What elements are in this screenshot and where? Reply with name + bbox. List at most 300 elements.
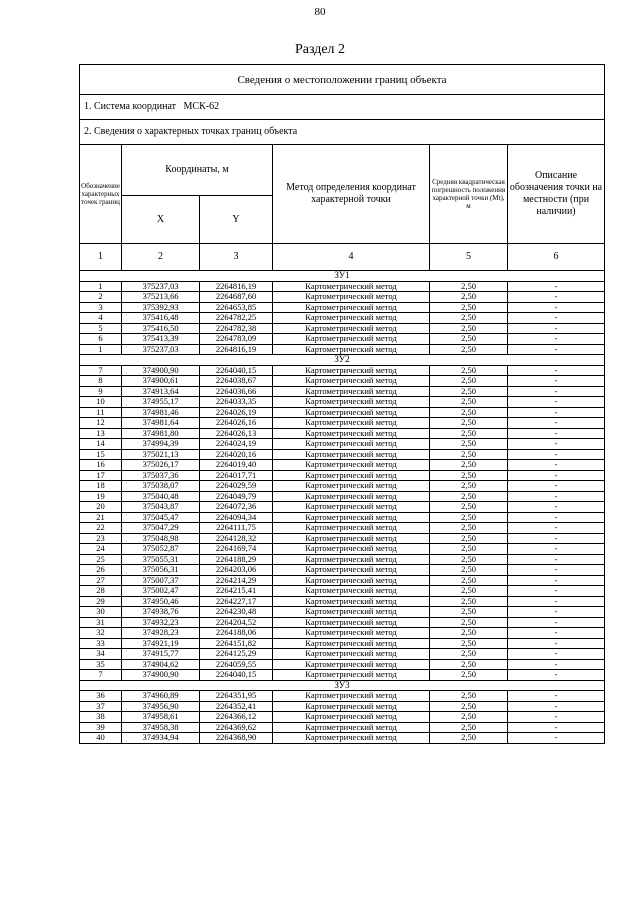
table-row xyxy=(80,481,605,492)
coord-x: 374960,89 xyxy=(122,691,200,702)
table-row xyxy=(80,376,605,387)
coord-x: 374938,76 xyxy=(122,607,200,618)
coord-x: 374915,77 xyxy=(122,649,200,660)
coord-y: 2264019,40 xyxy=(200,460,273,471)
error: 2,50 xyxy=(430,292,508,303)
coord-y: 2264816,19 xyxy=(200,281,273,292)
coord-x: 375043,87 xyxy=(122,502,200,513)
point-number: 6 xyxy=(80,334,122,345)
coord-x: 375392,93 xyxy=(122,302,200,313)
error: 2,50 xyxy=(430,302,508,313)
error: 2,50 xyxy=(430,449,508,460)
header-description: Описание обозначения точки на местности (при наличии) xyxy=(508,145,605,244)
col-number: 5 xyxy=(430,244,508,271)
coord-x: 375237,03 xyxy=(122,281,200,292)
method: Картометрический метод xyxy=(273,407,430,418)
error: 2,50 xyxy=(430,502,508,513)
table-row xyxy=(80,386,605,397)
col-number: 2 xyxy=(122,244,200,271)
error: 2,50 xyxy=(430,701,508,712)
error: 2,50 xyxy=(430,470,508,481)
error: 2,50 xyxy=(430,376,508,387)
point-number: 34 xyxy=(80,649,122,660)
error: 2,50 xyxy=(430,365,508,376)
coord-y: 2264111,75 xyxy=(200,523,273,534)
table-row xyxy=(80,575,605,586)
coord-y: 2264033,35 xyxy=(200,397,273,408)
method: Картометрический метод xyxy=(273,344,430,355)
error: 2,50 xyxy=(430,439,508,450)
coord-x: 374921,19 xyxy=(122,638,200,649)
error: 2,50 xyxy=(430,628,508,639)
coord-x: 374900,90 xyxy=(122,365,200,376)
point-number: 7 xyxy=(80,670,122,681)
point-number: 5 xyxy=(80,323,122,334)
method: Картометрический метод xyxy=(273,512,430,523)
point-number: 18 xyxy=(80,481,122,492)
coord-x: 375045,47 xyxy=(122,512,200,523)
method: Картометрический метод xyxy=(273,460,430,471)
description: - xyxy=(508,365,605,376)
point-number: 39 xyxy=(80,722,122,733)
table-row xyxy=(80,418,605,429)
description: - xyxy=(508,544,605,555)
description: - xyxy=(508,334,605,345)
error: 2,50 xyxy=(430,733,508,744)
description: - xyxy=(508,323,605,334)
table-row xyxy=(80,365,605,376)
table-row xyxy=(80,596,605,607)
coord-x: 375056,31 xyxy=(122,565,200,576)
point-number: 36 xyxy=(80,691,122,702)
point-number: 40 xyxy=(80,733,122,744)
method: Картометрический метод xyxy=(273,397,430,408)
coord-y: 2264188,06 xyxy=(200,628,273,639)
coord-x: 374900,61 xyxy=(122,376,200,387)
error: 2,50 xyxy=(430,533,508,544)
description: - xyxy=(508,617,605,628)
coord-y: 2264026,19 xyxy=(200,407,273,418)
point-number: 4 xyxy=(80,313,122,324)
section-title: Раздел 2 xyxy=(294,42,346,57)
table-row xyxy=(80,733,605,744)
boundary-points-table xyxy=(79,64,605,744)
description: - xyxy=(508,712,605,723)
coord-x: 374913,64 xyxy=(122,386,200,397)
description: - xyxy=(508,554,605,565)
method: Картометрический метод xyxy=(273,365,430,376)
description: - xyxy=(508,481,605,492)
coord-y: 2264128,32 xyxy=(200,533,273,544)
coord-x: 375038,07 xyxy=(122,481,200,492)
coord-x: 375037,36 xyxy=(122,470,200,481)
error: 2,50 xyxy=(430,691,508,702)
header-error: Средняя квадратическая погрешность положения характерной точки (Mt), м xyxy=(430,145,508,244)
point-number: 32 xyxy=(80,628,122,639)
coord-x: 375048,98 xyxy=(122,533,200,544)
coord-y: 2264049,79 xyxy=(200,491,273,502)
point-number: 15 xyxy=(80,449,122,460)
point-number: 38 xyxy=(80,712,122,723)
coord-y: 2264026,16 xyxy=(200,418,273,429)
error: 2,50 xyxy=(430,386,508,397)
table-row xyxy=(80,701,605,712)
method: Картометрический метод xyxy=(273,617,430,628)
coord-y: 2264366,12 xyxy=(200,712,273,723)
description: - xyxy=(508,628,605,639)
table-title: Сведения о местоположении границ объекта xyxy=(80,65,605,95)
description: - xyxy=(508,292,605,303)
error: 2,50 xyxy=(430,418,508,429)
coordinate-system: 1. Система координат МСК-62 xyxy=(80,95,605,120)
error: 2,50 xyxy=(430,596,508,607)
table-row xyxy=(80,691,605,702)
table-row xyxy=(80,617,605,628)
error: 2,50 xyxy=(430,722,508,733)
coord-y: 2264351,95 xyxy=(200,691,273,702)
coord-x: 375055,31 xyxy=(122,554,200,565)
coord-x: 375052,87 xyxy=(122,544,200,555)
description: - xyxy=(508,512,605,523)
coord-x: 374981,80 xyxy=(122,428,200,439)
method: Картометрический метод xyxy=(273,670,430,681)
table-row xyxy=(80,428,605,439)
table-row xyxy=(80,649,605,660)
point-number: 33 xyxy=(80,638,122,649)
table-row xyxy=(80,344,605,355)
method: Картометрический метод xyxy=(273,428,430,439)
error: 2,50 xyxy=(430,670,508,681)
coord-x: 375047,29 xyxy=(122,523,200,534)
table-row xyxy=(80,470,605,481)
description: - xyxy=(508,460,605,471)
method: Картометрический метод xyxy=(273,502,430,513)
point-number: 19 xyxy=(80,491,122,502)
coord-x: 375002,47 xyxy=(122,586,200,597)
point-number: 17 xyxy=(80,470,122,481)
error: 2,50 xyxy=(430,397,508,408)
description: - xyxy=(508,302,605,313)
coord-x: 374958,38 xyxy=(122,722,200,733)
page-number: 80 xyxy=(314,6,326,18)
table-row xyxy=(80,334,605,345)
table-row xyxy=(80,586,605,597)
method: Картометрический метод xyxy=(273,607,430,618)
coord-y: 2264038,67 xyxy=(200,376,273,387)
description: - xyxy=(508,722,605,733)
coord-x: 374981,64 xyxy=(122,418,200,429)
coord-y: 2264020,16 xyxy=(200,449,273,460)
coord-y: 2264203,06 xyxy=(200,565,273,576)
point-number: 16 xyxy=(80,460,122,471)
point-number: 2 xyxy=(80,292,122,303)
description: - xyxy=(508,596,605,607)
point-number: 12 xyxy=(80,418,122,429)
description: - xyxy=(508,607,605,618)
description: - xyxy=(508,638,605,649)
table-row xyxy=(80,544,605,555)
method: Картометрический метод xyxy=(273,596,430,607)
error: 2,50 xyxy=(430,334,508,345)
description: - xyxy=(508,376,605,387)
description: - xyxy=(508,491,605,502)
error: 2,50 xyxy=(430,575,508,586)
coord-y: 2264040,15 xyxy=(200,365,273,376)
description: - xyxy=(508,586,605,597)
error: 2,50 xyxy=(430,659,508,670)
point-number: 22 xyxy=(80,523,122,534)
method: Картометрический метод xyxy=(273,334,430,345)
coord-y: 2264125,29 xyxy=(200,649,273,660)
description: - xyxy=(508,649,605,660)
point-number: 24 xyxy=(80,544,122,555)
table-row xyxy=(80,523,605,534)
description: - xyxy=(508,670,605,681)
points-section-label: 2. Сведения о характерных точках границ объекта xyxy=(80,120,605,145)
table-row xyxy=(80,659,605,670)
table-row xyxy=(80,292,605,303)
table-row xyxy=(80,449,605,460)
point-number: 11 xyxy=(80,407,122,418)
col-number: 3 xyxy=(200,244,273,271)
coord-x: 374955,17 xyxy=(122,397,200,408)
coord-y: 2264782,38 xyxy=(200,323,273,334)
description: - xyxy=(508,386,605,397)
error: 2,50 xyxy=(430,544,508,555)
table-row xyxy=(80,407,605,418)
method: Картометрический метод xyxy=(273,628,430,639)
coord-x: 374958,61 xyxy=(122,712,200,723)
description: - xyxy=(508,449,605,460)
point-number: 28 xyxy=(80,586,122,597)
col-number: 4 xyxy=(273,244,430,271)
coord-x: 375021,13 xyxy=(122,449,200,460)
error: 2,50 xyxy=(430,638,508,649)
coord-y: 2264169,74 xyxy=(200,544,273,555)
coord-x: 374950,46 xyxy=(122,596,200,607)
method: Картометрический метод xyxy=(273,533,430,544)
error: 2,50 xyxy=(430,649,508,660)
error: 2,50 xyxy=(430,481,508,492)
error: 2,50 xyxy=(430,428,508,439)
error: 2,50 xyxy=(430,460,508,471)
table-row xyxy=(80,722,605,733)
table-row xyxy=(80,638,605,649)
coord-y: 2264782,25 xyxy=(200,313,273,324)
coord-x: 374956,90 xyxy=(122,701,200,712)
description: - xyxy=(508,575,605,586)
method: Картометрический метод xyxy=(273,638,430,649)
table-row xyxy=(80,512,605,523)
coord-y: 2264040,15 xyxy=(200,670,273,681)
point-number: 14 xyxy=(80,439,122,450)
coord-x: 374904,62 xyxy=(122,659,200,670)
error: 2,50 xyxy=(430,323,508,334)
coord-y: 2264024,19 xyxy=(200,439,273,450)
zone-header: ЗУ1 xyxy=(80,271,605,282)
error: 2,50 xyxy=(430,344,508,355)
method: Картометрический метод xyxy=(273,470,430,481)
method: Картометрический метод xyxy=(273,722,430,733)
coord-y: 2264059,55 xyxy=(200,659,273,670)
point-number: 9 xyxy=(80,386,122,397)
header-coords: Координаты, м xyxy=(122,145,273,196)
col-number: 1 xyxy=(80,244,122,271)
description: - xyxy=(508,407,605,418)
method: Картометрический метод xyxy=(273,586,430,597)
description: - xyxy=(508,344,605,355)
header-x: X xyxy=(122,196,200,244)
point-number: 29 xyxy=(80,596,122,607)
description: - xyxy=(508,691,605,702)
table-row xyxy=(80,712,605,723)
error: 2,50 xyxy=(430,407,508,418)
error: 2,50 xyxy=(430,565,508,576)
point-number: 7 xyxy=(80,365,122,376)
point-number: 26 xyxy=(80,565,122,576)
point-number: 21 xyxy=(80,512,122,523)
method: Картометрический метод xyxy=(273,491,430,502)
point-number: 27 xyxy=(80,575,122,586)
method: Картометрический метод xyxy=(273,733,430,744)
method: Картометрический метод xyxy=(273,292,430,303)
zone-header: ЗУ3 xyxy=(80,680,605,691)
coord-x: 374994,39 xyxy=(122,439,200,450)
method: Картометрический метод xyxy=(273,302,430,313)
point-number: 10 xyxy=(80,397,122,408)
description: - xyxy=(508,470,605,481)
table-row xyxy=(80,533,605,544)
table-row xyxy=(80,670,605,681)
table-row xyxy=(80,313,605,324)
description: - xyxy=(508,439,605,450)
description: - xyxy=(508,565,605,576)
error: 2,50 xyxy=(430,313,508,324)
method: Картометрический метод xyxy=(273,649,430,660)
error: 2,50 xyxy=(430,586,508,597)
method: Картометрический метод xyxy=(273,691,430,702)
coord-x: 374981,46 xyxy=(122,407,200,418)
method: Картометрический метод xyxy=(273,281,430,292)
method: Картометрический метод xyxy=(273,565,430,576)
table-row xyxy=(80,460,605,471)
coord-y: 2264227,17 xyxy=(200,596,273,607)
method: Картометрический метод xyxy=(273,449,430,460)
coord-x: 375416,48 xyxy=(122,313,200,324)
error: 2,50 xyxy=(430,491,508,502)
coord-y: 2264072,36 xyxy=(200,502,273,513)
description: - xyxy=(508,428,605,439)
description: - xyxy=(508,523,605,534)
coord-y: 2264352,41 xyxy=(200,701,273,712)
table-row xyxy=(80,502,605,513)
method: Картометрический метод xyxy=(273,313,430,324)
description: - xyxy=(508,502,605,513)
point-number: 1 xyxy=(80,344,122,355)
method: Картометрический метод xyxy=(273,701,430,712)
coord-y: 2264029,59 xyxy=(200,481,273,492)
table-row xyxy=(80,397,605,408)
description: - xyxy=(508,418,605,429)
error: 2,50 xyxy=(430,712,508,723)
coord-x: 374928,23 xyxy=(122,628,200,639)
table-row xyxy=(80,565,605,576)
error: 2,50 xyxy=(430,554,508,565)
point-number: 23 xyxy=(80,533,122,544)
coord-y: 2264369,62 xyxy=(200,722,273,733)
coord-y: 2264214,29 xyxy=(200,575,273,586)
header-y: Y xyxy=(200,196,273,244)
coord-y: 2264816,19 xyxy=(200,344,273,355)
point-number: 25 xyxy=(80,554,122,565)
coord-x: 375040,48 xyxy=(122,491,200,502)
table-row xyxy=(80,302,605,313)
coord-y: 2264368,90 xyxy=(200,733,273,744)
table-row xyxy=(80,439,605,450)
coord-y: 2264188,29 xyxy=(200,554,273,565)
description: - xyxy=(508,701,605,712)
table-row xyxy=(80,607,605,618)
method: Картометрический метод xyxy=(273,481,430,492)
point-number: 31 xyxy=(80,617,122,628)
coord-y: 2264230,48 xyxy=(200,607,273,618)
coord-y: 2264204,52 xyxy=(200,617,273,628)
method: Картометрический метод xyxy=(273,386,430,397)
coord-x: 374932,23 xyxy=(122,617,200,628)
point-number: 30 xyxy=(80,607,122,618)
error: 2,50 xyxy=(430,523,508,534)
description: - xyxy=(508,397,605,408)
coord-y: 2264215,41 xyxy=(200,586,273,597)
coord-y: 2264783,09 xyxy=(200,334,273,345)
error: 2,50 xyxy=(430,607,508,618)
header-method: Метод определения координат характерной точки xyxy=(273,145,430,244)
description: - xyxy=(508,733,605,744)
description: - xyxy=(508,533,605,544)
method: Картометрический метод xyxy=(273,439,430,450)
table-row xyxy=(80,491,605,502)
method: Картометрический метод xyxy=(273,544,430,555)
point-number: 1 xyxy=(80,281,122,292)
coord-y: 2264017,71 xyxy=(200,470,273,481)
method: Картометрический метод xyxy=(273,323,430,334)
coord-x: 375007,37 xyxy=(122,575,200,586)
table-row xyxy=(80,323,605,334)
method: Картометрический метод xyxy=(273,659,430,670)
error: 2,50 xyxy=(430,281,508,292)
coord-x: 375213,66 xyxy=(122,292,200,303)
method: Картометрический метод xyxy=(273,554,430,565)
method: Картометрический метод xyxy=(273,712,430,723)
table-row xyxy=(80,628,605,639)
coord-x: 374934,94 xyxy=(122,733,200,744)
method: Картометрический метод xyxy=(273,575,430,586)
description: - xyxy=(508,659,605,670)
point-number: 8 xyxy=(80,376,122,387)
error: 2,50 xyxy=(430,512,508,523)
coord-x: 374900,90 xyxy=(122,670,200,681)
coordinate-system-value: МСК-62 xyxy=(183,101,220,112)
point-number: 37 xyxy=(80,701,122,712)
method: Картометрический метод xyxy=(273,376,430,387)
header-point-name: Обозначение характерных точек границ xyxy=(80,145,122,244)
coord-y: 2264094,34 xyxy=(200,512,273,523)
table-row xyxy=(80,281,605,292)
coord-y: 2264036,66 xyxy=(200,386,273,397)
point-number: 20 xyxy=(80,502,122,513)
method: Картометрический метод xyxy=(273,523,430,534)
coord-x: 375416,50 xyxy=(122,323,200,334)
